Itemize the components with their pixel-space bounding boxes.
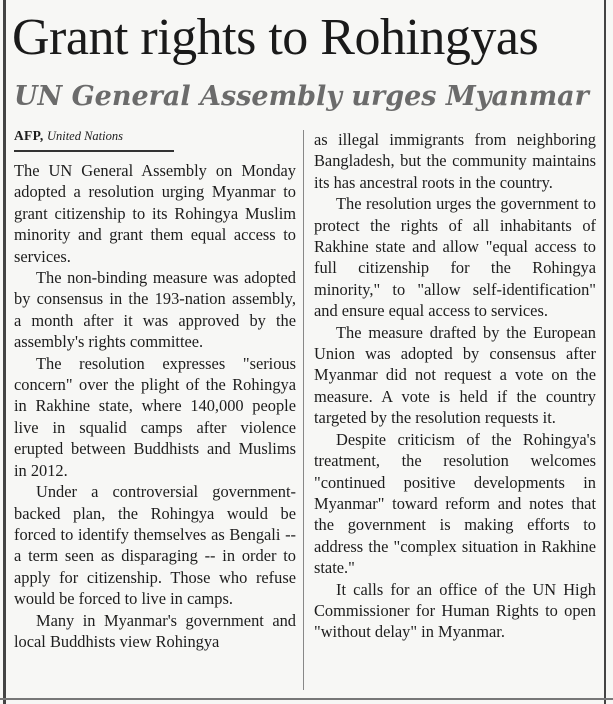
- article-paragraph: The measure drafted by the European Union was adopted by consensus after Myanmar did not request a vote on the measure. A vote is held if the country targeted by the resolution requests it.: [314, 322, 596, 428]
- headline: Grant rights to Rohingyas: [12, 9, 539, 66]
- bottom-border-rule: [0, 698, 613, 700]
- left-border-rule: [3, 0, 6, 704]
- column-divider: [303, 130, 304, 690]
- article-paragraph: The resolution urges the government to protect the rights of all inhabitants of Rakhine state and allow "equal access to full citizenship for the Rohingya minority," to "allow self-identification" and ensure equal access to services.: [314, 194, 596, 321]
- subheadline: UN General Assembly urges Myanmar: [14, 81, 589, 112]
- article-paragraph: The resolution expresses "serious concern" over the plight of the Rohingya in Rakhine state, where 140,000 people live in squalid camps after violence erupted between Buddhists and Muslims in 2012.: [14, 353, 296, 480]
- byline: [14, 126, 174, 152]
- right-border-rule: [604, 0, 606, 704]
- byline-agency: AFP,: [14, 128, 44, 143]
- article-paragraph: It calls for an office of the UN High Commissioner for Human Rights to open "without delay" in Myanmar.: [314, 579, 596, 642]
- article-column-left: [14, 126, 296, 652]
- article-column-right: [314, 129, 596, 643]
- article-paragraph: Under a controversial government-backed plan, the Rohingya would be forced to identify themselves as Bengali -- a term seen as disparaging -- in order to apply for citizenship. Those who refuse would be forced to live in camps.: [14, 482, 296, 609]
- article-paragraph: The non-binding measure was adopted by consensus in the 193-nation assembly, a month after it was approved by the assembly's rights committee.: [14, 268, 296, 352]
- article-paragraph: The UN General Assembly on Monday adopted a resolution urging Myanmar to grant citizenship to its Rohingya Muslim minority and grant them equal access to services.: [14, 161, 296, 266]
- byline-location: United Nations: [46, 129, 123, 143]
- article-paragraph: as illegal immigrants from neighboring Bangladesh, but the community maintains its has ancestral roots in the country.: [314, 130, 596, 192]
- article-paragraph: Many in Myanmar's government and local Buddhists view Rohingya: [14, 610, 296, 651]
- article-paragraph: Despite criticism of the Rohingya's treatment, the resolution welcomes "continued positive developments in Myanmar" toward reform and notes that the government is making efforts to address the "complex situation in Rakhine state.": [314, 429, 596, 578]
